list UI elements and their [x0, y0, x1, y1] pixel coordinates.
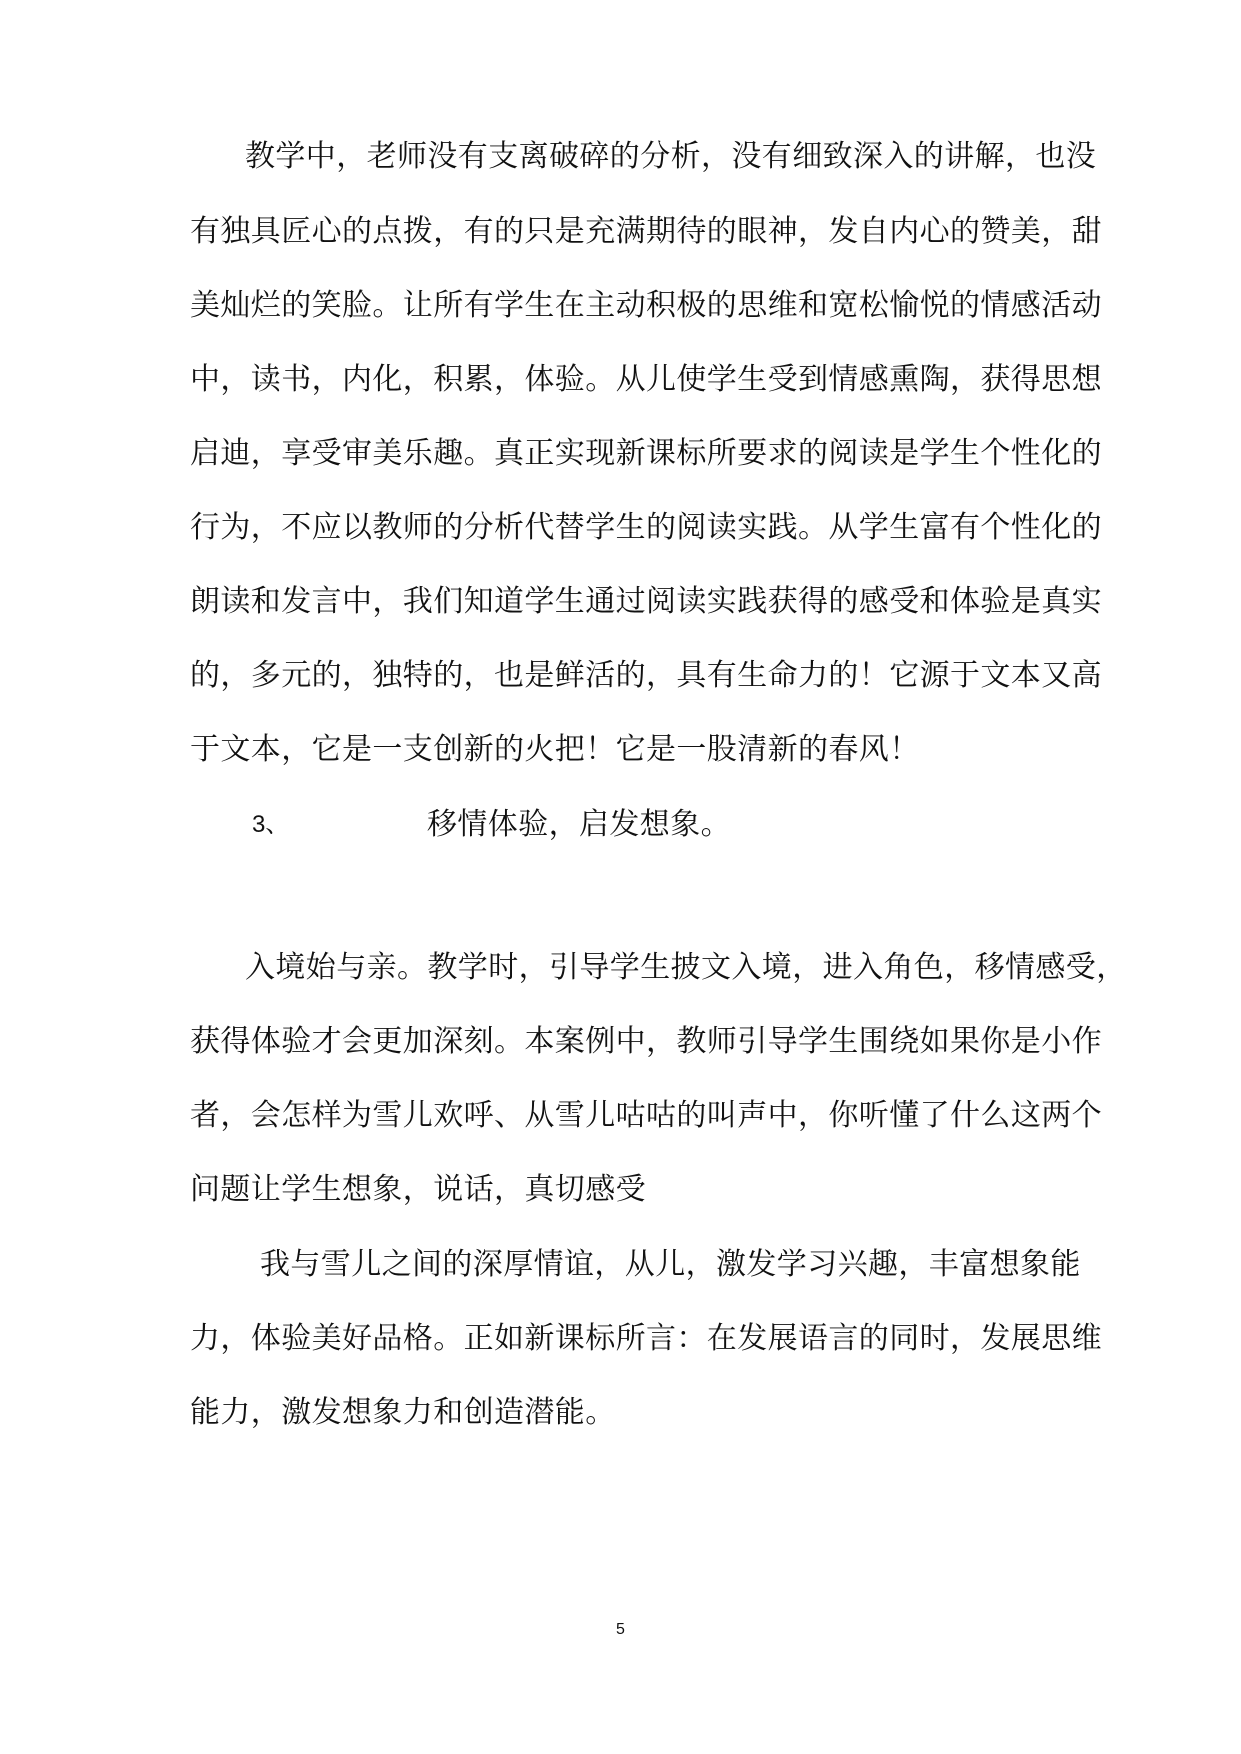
paragraph-2-line-3: 者，会怎样为雪儿欢呼、从雪儿咕咕的叫声中，你听懂了什么这两个	[190, 1098, 1102, 1133]
paragraph-3-line-3: 能力，激发想象力和创造潜能。	[190, 1395, 616, 1430]
paragraph-1-line-8: 的，多元的，独特的，也是鲜活的，具有生命力的！它源于文本又高	[190, 658, 1102, 693]
paragraph-1-line-1: 教学中，老师没有支离破碎的分析，没有细致深入的讲解，也没	[245, 139, 1097, 174]
paragraph-1-line-3: 美灿烂的笑脸。让所有学生在主动积极的思维和宽松愉悦的情感活动	[190, 288, 1102, 323]
paragraph-1-line-9: 于文本，它是一支创新的火把！它是一股清新的春风！	[190, 732, 920, 767]
section-heading: 移情体验，启发想象。	[427, 807, 731, 842]
paragraph-2-line-1: 入境始与亲。教学时，引导学生披文入境，进入角色，移情感受，	[245, 950, 1127, 985]
paragraph-1-line-4: 中，读书，内化，积累，体验。从儿使学生受到情感熏陶，获得思想	[190, 362, 1102, 397]
paragraph-1-line-7: 朗读和发言中，我们知道学生通过阅读实践获得的感受和体验是真实	[190, 584, 1102, 619]
paragraph-1-line-5: 启迪，享受审美乐趣。真正实现新课标所要求的阅读是学生个性化的	[190, 436, 1102, 471]
paragraph-2-line-2: 获得体验才会更加深刻。本案例中，教师引导学生围绕如果你是小作	[190, 1024, 1102, 1059]
paragraph-3-line-2: 力，体验美好品格。正如新课标所言：在发展语言的同时，发展思维	[190, 1321, 1102, 1356]
paragraph-2-line-4: 问题让学生想象，说话，真切感受	[190, 1172, 646, 1207]
page-number: 5	[616, 1621, 625, 1638]
paragraph-3-line-1: 我与雪儿之间的深厚情谊，从儿，激发学习兴趣，丰富想象能	[260, 1247, 1081, 1282]
paragraph-1-line-6: 行为，不应以教师的分析代替学生的阅读实践。从学生富有个性化的	[190, 510, 1102, 545]
section-number: 3、	[252, 811, 290, 838]
paragraph-1-line-2: 有独具匠心的点拨，有的只是充满期待的眼神，发自内心的赞美，甜	[190, 214, 1102, 249]
